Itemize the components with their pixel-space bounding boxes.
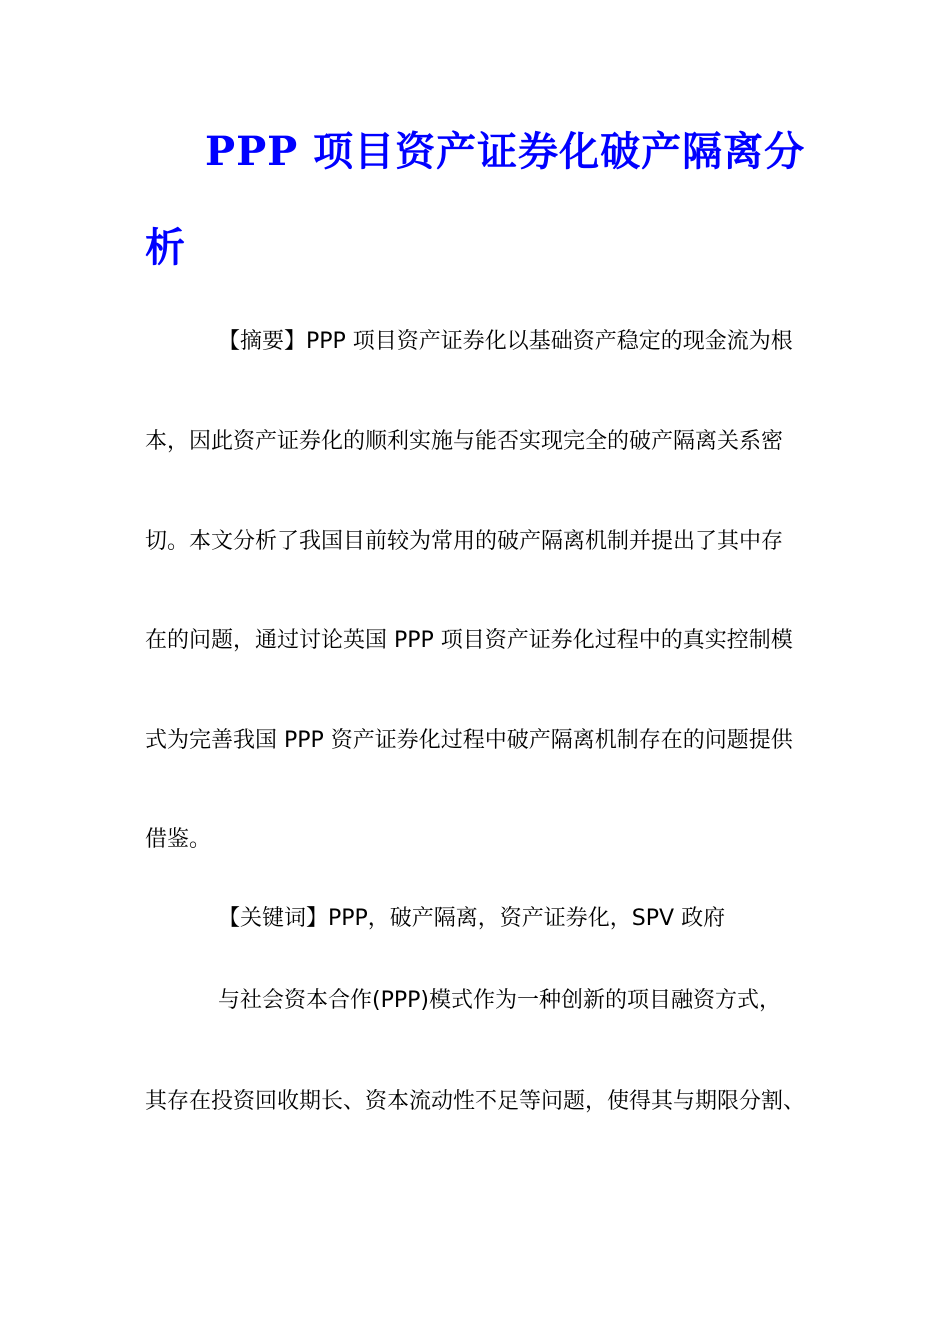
document-title-line-2: 析 — [145, 224, 185, 271]
abstract-line: 【摘要】PPP 项目资产证券化以基础资产稳定的现金流为根 — [218, 329, 793, 354]
abstract-line: 借鉴。 — [145, 827, 212, 852]
abstract-line: 在的问题，通过讨论英国 PPP 项目资产证券化过程中的真实控制模 — [145, 628, 793, 653]
abstract-line: 本，因此资产证券化的顺利实施与能否实现完全的破产隔离关系密 — [145, 429, 784, 454]
body-line: 其存在投资回收期长、资本流动性不足等问题，使得其与期限分割、 — [145, 1089, 806, 1114]
keywords-line: 【关键词】PPP，破产隔离，资产证券化，SPV 政府 — [218, 906, 726, 931]
document-title-line-1: PPP 项目资产证券化破产隔离分 — [205, 128, 806, 175]
abstract-line: 切。本文分析了我国目前较为常用的破产隔离机制并提出了其中存 — [145, 529, 784, 554]
body-line: 与社会资本合作(PPP)模式作为一种创新的项目融资方式， — [218, 988, 781, 1013]
abstract-line: 式为完善我国 PPP 资产证券化过程中破产隔离机制存在的问题提供 — [145, 728, 793, 753]
